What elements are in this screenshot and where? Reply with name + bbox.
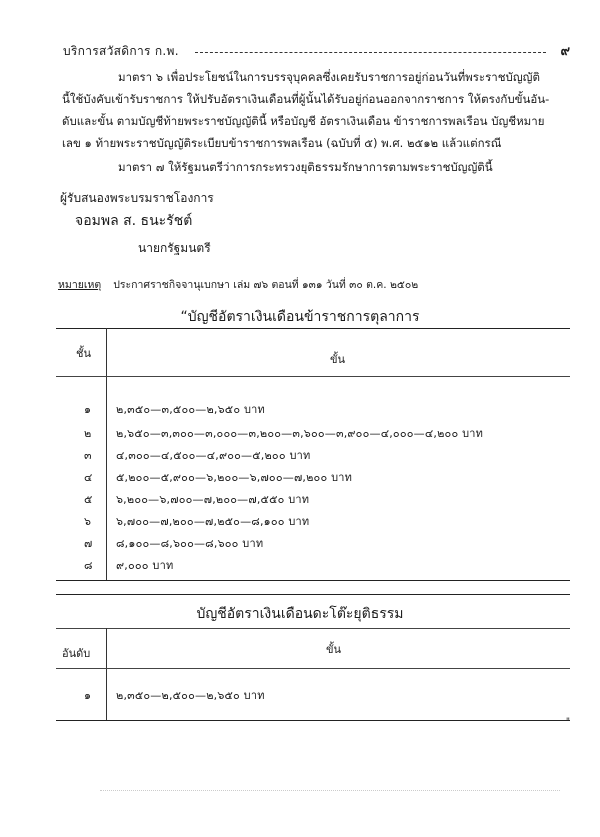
table1-row bbox=[56, 532, 570, 554]
section-6-line-1: มาตรา ๖ เพื่อประโยชน์ในการบรรจุบุคคลซึ่งเคยรับราชการอยู่ก่อนวันที่พระราชบัญญัติ bbox=[118, 70, 540, 84]
table1-row bbox=[56, 488, 570, 510]
table1-header-rule bbox=[56, 376, 570, 377]
table1-row bbox=[56, 422, 570, 444]
table1-row-rate: ๖,๗๐๐—๗,๒๐๐—๗,๒๕๐—๘,๑๐๐ บาท bbox=[116, 515, 310, 528]
table1-bottom-rule bbox=[56, 580, 570, 581]
table1-row-rate: ๒,๓๕๐—๓,๕๐๐—๒,๖๕๐ บาท bbox=[116, 403, 265, 416]
header-divider bbox=[195, 52, 546, 53]
header-title: บริการสวัสดิการ ก.พ. bbox=[63, 44, 179, 58]
table2-row-level: ๑ bbox=[84, 689, 91, 702]
signatory-name: จอมพล ส. ธนะรัชต์ bbox=[75, 213, 193, 229]
table1-row bbox=[56, 398, 570, 420]
table1-row bbox=[56, 444, 570, 466]
table1-row-level: ๔ bbox=[84, 471, 93, 484]
page-number: ๙ bbox=[560, 44, 570, 59]
table2-top-rule bbox=[56, 594, 570, 595]
table2-column-divider bbox=[106, 628, 107, 720]
remark-line bbox=[58, 276, 418, 293]
table2-bottom-rule bbox=[56, 720, 570, 721]
closing-quote-mark: " bbox=[565, 717, 570, 727]
table1-row bbox=[56, 510, 570, 532]
table2-row-rate: ๒,๓๕๐—๒,๕๐๐—๒,๖๕๐ บาท bbox=[116, 689, 265, 702]
table1-row-level: ๒ bbox=[84, 427, 92, 440]
signatory-position: นายกรัฐมนตรี bbox=[138, 241, 211, 255]
table1-header-rate: ขั้น bbox=[330, 353, 346, 366]
table1-row-rate: ๙,๐๐๐ บาท bbox=[116, 559, 174, 572]
table1-row-level: ๓ bbox=[84, 449, 92, 462]
table1-row-level: ๘ bbox=[84, 559, 93, 572]
table1-top-rule bbox=[56, 328, 570, 329]
table2-header-level: อันดับ bbox=[62, 647, 91, 660]
table1-row-rate: ๘,๑๐๐—๘,๖๐๐—๘,๖๐๐ บาท bbox=[116, 537, 264, 550]
table2-title-rule bbox=[56, 628, 570, 629]
section-7-line-1: มาตรา ๗ ให้รัฐมนตรีว่าการกระทรวงยุติธรรมรักษาการตามพระราชบัญญัตินี้ bbox=[118, 160, 493, 174]
table1-row bbox=[56, 466, 570, 488]
section-6-line-2: นี้ใช้บังคับเข้ารับราชการ ให้ปรับอัตราเงินเดือนที่ผู้นั้นได้รับอยู่ก่อนออกจากราชการ ให้ตรงกับขั้นอัน- bbox=[62, 92, 550, 106]
table1-title: “บัญชีอัตราเงินเดือนข้าราชการตุลาการ bbox=[180, 309, 420, 325]
table1-row-level: ๑ bbox=[84, 403, 91, 416]
remark-label: หมายเหตุ bbox=[58, 279, 102, 291]
table1-header-level: ชั้น bbox=[76, 347, 91, 360]
section-6-line-4: เลข ๑ ท้ายพระราชบัญญัติระเบียบข้าราชการพลเรือน (ฉบับที่ ๕) พ.ศ. ๒๕๑๒ แล้วแต่กรณี bbox=[62, 136, 502, 150]
table2-row bbox=[56, 684, 570, 706]
table1-row-rate: ๖,๒๐๐—๖,๗๐๐—๗,๒๐๐—๗,๕๕๐ บาท bbox=[116, 493, 310, 506]
table1-row-rate: ๒,๖๕๐—๓,๓๐๐—๓,๐๐๐—๓,๒๐๐—๓,๖๐๐—๓,๙๐๐—๔,๐๐๐—๔,๒๐๐ บาท bbox=[116, 427, 484, 440]
table2-header-rate: ขั้น bbox=[326, 643, 342, 656]
table1-row-level: ๗ bbox=[84, 537, 93, 550]
table1-row-rate: ๕,๒๐๐—๕,๙๐๐—๖,๒๐๐—๖,๗๐๐—๗,๒๐๐ บาท bbox=[116, 471, 353, 484]
table2-title: บัญชีอัตราเงินเดือนดะโต๊ะยุติธรรม bbox=[196, 606, 404, 622]
table1-row-rate: ๔,๓๐๐—๔,๕๐๐—๔,๙๐๐—๕,๒๐๐ บาท bbox=[116, 449, 311, 462]
table2-header-rule bbox=[56, 668, 570, 669]
section-6-line-3: ดับและขั้น ตามบัญชีท้ายพระราชบัญญัตินี้ หรือบัญชี อัตราเงินเดือน ข้าราชการพลเรือน บัญชีหมาย bbox=[62, 114, 545, 128]
table1-row-level: ๖ bbox=[84, 515, 91, 528]
table1-row bbox=[56, 554, 570, 576]
table1-row-level: ๕ bbox=[84, 493, 93, 506]
countersign-label: ผู้รับสนองพระบรมราชโองการ bbox=[60, 191, 214, 205]
remark-text: ประกาศราชกิจจานุเบกษา เล่ม ๗๖ ตอนที่ ๑๓๑ วันที่ ๓๐ ต.ค. ๒๕๐๒ bbox=[113, 279, 419, 291]
page-header bbox=[55, 40, 570, 62]
bleed-through-line bbox=[100, 790, 560, 791]
